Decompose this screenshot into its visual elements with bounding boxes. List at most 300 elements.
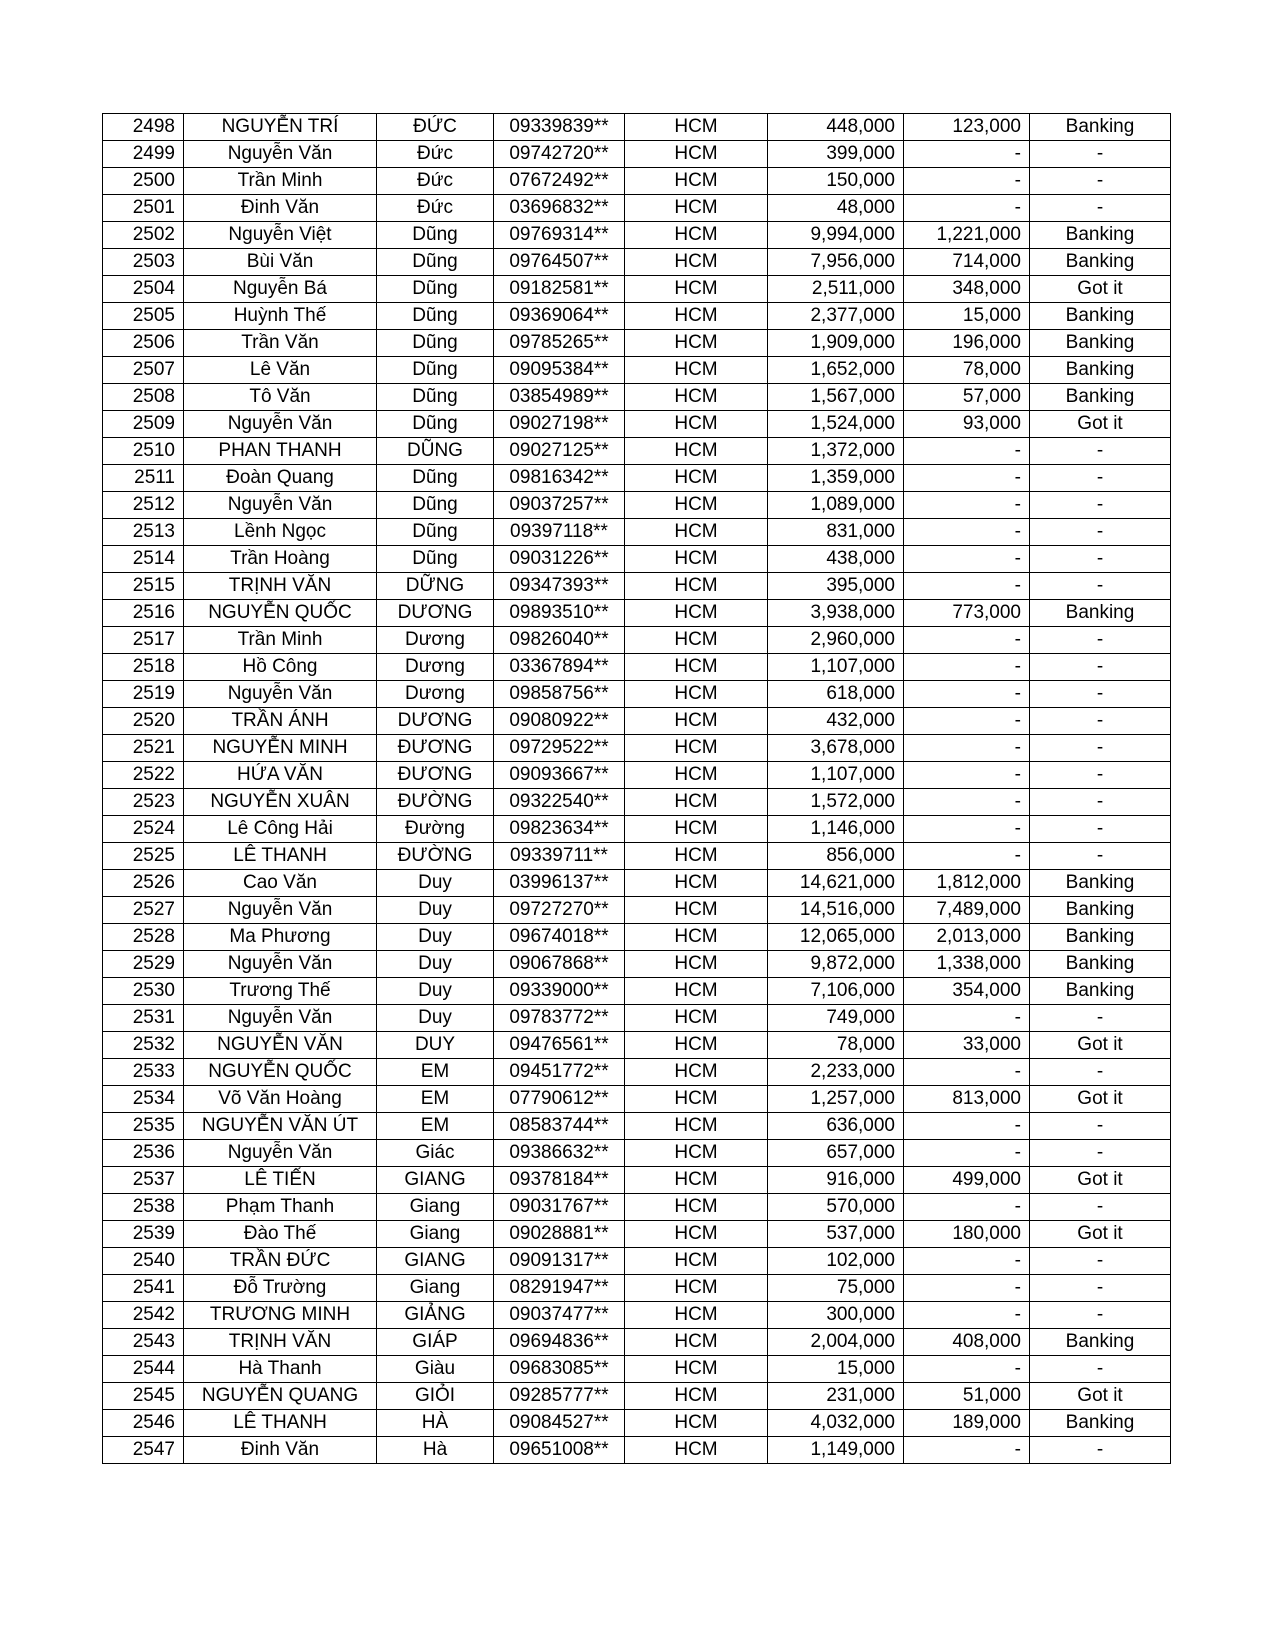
payment-status-cell: -	[1030, 627, 1171, 654]
phone-cell: 09785265**	[494, 330, 625, 357]
payment-status-cell: Got it	[1030, 276, 1171, 303]
row-number-cell: 2518	[103, 654, 184, 681]
row-number-cell: 2547	[103, 1437, 184, 1464]
amount-cell: 2,960,000	[768, 627, 904, 654]
first-name-cell: DỮNG	[377, 573, 494, 600]
city-cell: HCM	[625, 762, 768, 789]
phone-cell: 09031226**	[494, 546, 625, 573]
phone-cell: 03996137**	[494, 870, 625, 897]
amount-cell: 1,572,000	[768, 789, 904, 816]
row-number-cell: 2533	[103, 1059, 184, 1086]
first-name-cell: GIANG	[377, 1167, 494, 1194]
table-row	[103, 1113, 1171, 1140]
phone-cell: 09080922**	[494, 708, 625, 735]
bonus-cell: -	[904, 762, 1030, 789]
amount-cell: 570,000	[768, 1194, 904, 1221]
last-name-cell: Nguyễn Văn	[184, 897, 377, 924]
last-name-cell: PHAN THANH	[184, 438, 377, 465]
first-name-cell: Duy	[377, 897, 494, 924]
city-cell: HCM	[625, 1059, 768, 1086]
phone-cell: 09027198**	[494, 411, 625, 438]
phone-cell: 09893510**	[494, 600, 625, 627]
phone-cell: 07790612**	[494, 1086, 625, 1113]
row-number-cell: 2532	[103, 1032, 184, 1059]
phone-cell: 09084527**	[494, 1410, 625, 1437]
first-name-cell: EM	[377, 1113, 494, 1140]
table-row	[103, 357, 1171, 384]
first-name-cell: DUY	[377, 1032, 494, 1059]
city-cell: HCM	[625, 627, 768, 654]
bonus-cell: 78,000	[904, 357, 1030, 384]
table-row	[103, 384, 1171, 411]
amount-cell: 1,257,000	[768, 1086, 904, 1113]
phone-cell: 07672492**	[494, 168, 625, 195]
first-name-cell: HÀ	[377, 1410, 494, 1437]
row-number-cell: 2521	[103, 735, 184, 762]
payment-status-cell: -	[1030, 546, 1171, 573]
first-name-cell: ĐƯỜNG	[377, 789, 494, 816]
phone-cell: 09451772**	[494, 1059, 625, 1086]
phone-cell: 09674018**	[494, 924, 625, 951]
amount-cell: 1,359,000	[768, 465, 904, 492]
phone-cell: 09378184**	[494, 1167, 625, 1194]
bonus-cell: 1,338,000	[904, 951, 1030, 978]
row-number-cell: 2502	[103, 222, 184, 249]
city-cell: HCM	[625, 735, 768, 762]
table-row	[103, 465, 1171, 492]
phone-cell: 09816342**	[494, 465, 625, 492]
phone-cell: 09339839**	[494, 114, 625, 141]
city-cell: HCM	[625, 1194, 768, 1221]
bonus-cell: -	[904, 1059, 1030, 1086]
table-row	[103, 1437, 1171, 1464]
bonus-cell: 93,000	[904, 411, 1030, 438]
amount-cell: 2,377,000	[768, 303, 904, 330]
payment-status-cell: -	[1030, 816, 1171, 843]
row-number-cell: 2501	[103, 195, 184, 222]
amount-cell: 2,233,000	[768, 1059, 904, 1086]
amount-cell: 448,000	[768, 114, 904, 141]
table-row	[103, 1329, 1171, 1356]
last-name-cell: Nguyễn Văn	[184, 492, 377, 519]
city-cell: HCM	[625, 654, 768, 681]
payment-status-cell: -	[1030, 573, 1171, 600]
bonus-cell: 1,221,000	[904, 222, 1030, 249]
phone-cell: 09397118**	[494, 519, 625, 546]
payment-status-cell: Got it	[1030, 411, 1171, 438]
last-name-cell: Nguyễn Văn	[184, 1005, 377, 1032]
bonus-cell: 196,000	[904, 330, 1030, 357]
table-row	[103, 870, 1171, 897]
row-number-cell: 2510	[103, 438, 184, 465]
bonus-cell: 180,000	[904, 1221, 1030, 1248]
table-row	[103, 1410, 1171, 1437]
row-number-cell: 2519	[103, 681, 184, 708]
row-number-cell: 2537	[103, 1167, 184, 1194]
first-name-cell: Dương	[377, 654, 494, 681]
payment-status-cell: Banking	[1030, 114, 1171, 141]
first-name-cell: Đức	[377, 195, 494, 222]
table-row	[103, 1167, 1171, 1194]
bonus-cell: -	[904, 519, 1030, 546]
payment-status-cell: -	[1030, 735, 1171, 762]
payment-status-cell: Banking	[1030, 600, 1171, 627]
first-name-cell: Dũng	[377, 411, 494, 438]
city-cell: HCM	[625, 546, 768, 573]
first-name-cell: GIỎI	[377, 1383, 494, 1410]
row-number-cell: 2538	[103, 1194, 184, 1221]
amount-cell: 231,000	[768, 1383, 904, 1410]
last-name-cell: Trần Hoàng	[184, 546, 377, 573]
phone-cell: 09339000**	[494, 978, 625, 1005]
bonus-cell: -	[904, 1275, 1030, 1302]
last-name-cell: Nguyễn Văn	[184, 681, 377, 708]
row-number-cell: 2514	[103, 546, 184, 573]
phone-cell: 09769314**	[494, 222, 625, 249]
row-number-cell: 2504	[103, 276, 184, 303]
last-name-cell: NGUYỄN TRÍ	[184, 114, 377, 141]
bonus-cell: -	[904, 843, 1030, 870]
first-name-cell: Dũng	[377, 303, 494, 330]
amount-cell: 102,000	[768, 1248, 904, 1275]
phone-cell: 08583744**	[494, 1113, 625, 1140]
last-name-cell: Huỳnh Thế	[184, 303, 377, 330]
phone-cell: 09386632**	[494, 1140, 625, 1167]
last-name-cell: LÊ THANH	[184, 843, 377, 870]
amount-cell: 636,000	[768, 1113, 904, 1140]
last-name-cell: Võ Văn Hoàng	[184, 1086, 377, 1113]
amount-cell: 856,000	[768, 843, 904, 870]
city-cell: HCM	[625, 924, 768, 951]
city-cell: HCM	[625, 897, 768, 924]
amount-cell: 3,938,000	[768, 600, 904, 627]
bonus-cell: 189,000	[904, 1410, 1030, 1437]
table-body	[103, 114, 1171, 1464]
bonus-cell: 51,000	[904, 1383, 1030, 1410]
phone-cell: 09783772**	[494, 1005, 625, 1032]
first-name-cell: Duy	[377, 978, 494, 1005]
table-row	[103, 1194, 1171, 1221]
last-name-cell: Hồ Công	[184, 654, 377, 681]
first-name-cell: Dũng	[377, 276, 494, 303]
phone-cell: 09182581**	[494, 276, 625, 303]
bonus-cell: -	[904, 1194, 1030, 1221]
last-name-cell: TRẦN ĐỨC	[184, 1248, 377, 1275]
table-row	[103, 438, 1171, 465]
last-name-cell: Lê Công Hải	[184, 816, 377, 843]
amount-cell: 749,000	[768, 1005, 904, 1032]
last-name-cell: Đoàn Quang	[184, 465, 377, 492]
first-name-cell: Dũng	[377, 465, 494, 492]
bonus-cell: 354,000	[904, 978, 1030, 1005]
amount-cell: 1,149,000	[768, 1437, 904, 1464]
phone-cell: 09826040**	[494, 627, 625, 654]
payment-status-cell: Banking	[1030, 897, 1171, 924]
table-row	[103, 1275, 1171, 1302]
bonus-cell: -	[904, 1302, 1030, 1329]
first-name-cell: ĐƯỜNG	[377, 843, 494, 870]
city-cell: HCM	[625, 573, 768, 600]
last-name-cell: Trần Văn	[184, 330, 377, 357]
bonus-cell: -	[904, 1248, 1030, 1275]
city-cell: HCM	[625, 519, 768, 546]
first-name-cell: EM	[377, 1059, 494, 1086]
payment-status-cell: Banking	[1030, 222, 1171, 249]
payment-status-cell: Banking	[1030, 357, 1171, 384]
phone-cell: 09067868**	[494, 951, 625, 978]
first-name-cell: GIANG	[377, 1248, 494, 1275]
payment-status-cell: -	[1030, 708, 1171, 735]
table-row	[103, 168, 1171, 195]
row-number-cell: 2525	[103, 843, 184, 870]
row-number-cell: 2528	[103, 924, 184, 951]
amount-cell: 2,511,000	[768, 276, 904, 303]
phone-cell: 09476561**	[494, 1032, 625, 1059]
row-number-cell: 2513	[103, 519, 184, 546]
first-name-cell: DŨNG	[377, 438, 494, 465]
city-cell: HCM	[625, 1248, 768, 1275]
amount-cell: 12,065,000	[768, 924, 904, 951]
table-row	[103, 195, 1171, 222]
last-name-cell: Đào Thế	[184, 1221, 377, 1248]
table-row	[103, 708, 1171, 735]
payment-status-cell: Got it	[1030, 1167, 1171, 1194]
last-name-cell: Trần Minh	[184, 627, 377, 654]
city-cell: HCM	[625, 114, 768, 141]
first-name-cell: Dũng	[377, 546, 494, 573]
phone-cell: 09694836**	[494, 1329, 625, 1356]
city-cell: HCM	[625, 1383, 768, 1410]
first-name-cell: GIÁP	[377, 1329, 494, 1356]
table-row	[103, 762, 1171, 789]
payment-status-cell: -	[1030, 1140, 1171, 1167]
city-cell: HCM	[625, 1086, 768, 1113]
amount-cell: 48,000	[768, 195, 904, 222]
first-name-cell: Dũng	[377, 249, 494, 276]
row-number-cell: 2536	[103, 1140, 184, 1167]
table-row	[103, 1086, 1171, 1113]
bonus-cell: -	[904, 168, 1030, 195]
amount-cell: 9,872,000	[768, 951, 904, 978]
first-name-cell: ĐƯƠNG	[377, 735, 494, 762]
amount-cell: 1,146,000	[768, 816, 904, 843]
last-name-cell: Nguyễn Văn	[184, 1140, 377, 1167]
first-name-cell: Duy	[377, 1005, 494, 1032]
amount-cell: 9,994,000	[768, 222, 904, 249]
phone-cell: 09037257**	[494, 492, 625, 519]
city-cell: HCM	[625, 870, 768, 897]
last-name-cell: TRỊNH VĂN	[184, 573, 377, 600]
bonus-cell: -	[904, 546, 1030, 573]
bonus-cell: -	[904, 1113, 1030, 1140]
last-name-cell: HỨA VĂN	[184, 762, 377, 789]
amount-cell: 395,000	[768, 573, 904, 600]
row-number-cell: 2531	[103, 1005, 184, 1032]
payment-status-cell: -	[1030, 1302, 1171, 1329]
city-cell: HCM	[625, 465, 768, 492]
first-name-cell: Dũng	[377, 492, 494, 519]
payment-status-cell: -	[1030, 1113, 1171, 1140]
amount-cell: 300,000	[768, 1302, 904, 1329]
table-row	[103, 789, 1171, 816]
row-number-cell: 2534	[103, 1086, 184, 1113]
last-name-cell: Nguyễn Bá	[184, 276, 377, 303]
payment-status-cell: -	[1030, 1248, 1171, 1275]
phone-cell: 09285777**	[494, 1383, 625, 1410]
row-number-cell: 2524	[103, 816, 184, 843]
city-cell: HCM	[625, 195, 768, 222]
payment-status-cell: -	[1030, 843, 1171, 870]
row-number-cell: 2542	[103, 1302, 184, 1329]
amount-cell: 2,004,000	[768, 1329, 904, 1356]
city-cell: HCM	[625, 222, 768, 249]
amount-cell: 399,000	[768, 141, 904, 168]
payment-status-cell: -	[1030, 1005, 1171, 1032]
last-name-cell: LÊ THANH	[184, 1410, 377, 1437]
city-cell: HCM	[625, 816, 768, 843]
amount-cell: 7,106,000	[768, 978, 904, 1005]
city-cell: HCM	[625, 1221, 768, 1248]
amount-cell: 1,524,000	[768, 411, 904, 438]
city-cell: HCM	[625, 978, 768, 1005]
city-cell: HCM	[625, 330, 768, 357]
table-row	[103, 681, 1171, 708]
phone-cell: 09028881**	[494, 1221, 625, 1248]
first-name-cell: Dũng	[377, 330, 494, 357]
payment-status-cell: Banking	[1030, 249, 1171, 276]
phone-cell: 09683085**	[494, 1356, 625, 1383]
phone-cell: 09037477**	[494, 1302, 625, 1329]
city-cell: HCM	[625, 411, 768, 438]
amount-cell: 438,000	[768, 546, 904, 573]
first-name-cell: Giàu	[377, 1356, 494, 1383]
table-row	[103, 1140, 1171, 1167]
phone-cell: 03696832**	[494, 195, 625, 222]
bonus-cell: -	[904, 735, 1030, 762]
bonus-cell: -	[904, 141, 1030, 168]
row-number-cell: 2535	[103, 1113, 184, 1140]
payment-status-cell: -	[1030, 654, 1171, 681]
table-row	[103, 654, 1171, 681]
row-number-cell: 2511	[103, 465, 184, 492]
last-name-cell: Lềnh Ngọc	[184, 519, 377, 546]
phone-cell: 09027125**	[494, 438, 625, 465]
payment-status-cell: -	[1030, 1275, 1171, 1302]
last-name-cell: Phạm Thanh	[184, 1194, 377, 1221]
city-cell: HCM	[625, 357, 768, 384]
phone-cell: 09347393**	[494, 573, 625, 600]
phone-cell: 09727270**	[494, 897, 625, 924]
last-name-cell: Ma Phương	[184, 924, 377, 951]
payment-status-cell: -	[1030, 168, 1171, 195]
row-number-cell: 2543	[103, 1329, 184, 1356]
table-row	[103, 897, 1171, 924]
amount-cell: 1,652,000	[768, 357, 904, 384]
table-row	[103, 1059, 1171, 1086]
bonus-cell: -	[904, 492, 1030, 519]
amount-cell: 3,678,000	[768, 735, 904, 762]
amount-cell: 1,107,000	[768, 762, 904, 789]
payment-status-cell: Banking	[1030, 1410, 1171, 1437]
amount-cell: 618,000	[768, 681, 904, 708]
last-name-cell: Đinh Văn	[184, 1437, 377, 1464]
payment-status-cell: Banking	[1030, 1329, 1171, 1356]
table-row	[103, 1248, 1171, 1275]
city-cell: HCM	[625, 168, 768, 195]
payment-status-cell: Banking	[1030, 330, 1171, 357]
city-cell: HCM	[625, 276, 768, 303]
city-cell: HCM	[625, 708, 768, 735]
table-row	[103, 411, 1171, 438]
row-number-cell: 2512	[103, 492, 184, 519]
amount-cell: 150,000	[768, 168, 904, 195]
payment-status-cell: Got it	[1030, 1086, 1171, 1113]
row-number-cell: 2546	[103, 1410, 184, 1437]
phone-cell: 09651008**	[494, 1437, 625, 1464]
amount-cell: 4,032,000	[768, 1410, 904, 1437]
payment-status-cell: -	[1030, 438, 1171, 465]
city-cell: HCM	[625, 438, 768, 465]
city-cell: HCM	[625, 600, 768, 627]
last-name-cell: Trương Thế	[184, 978, 377, 1005]
amount-cell: 657,000	[768, 1140, 904, 1167]
phone-cell: 09823634**	[494, 816, 625, 843]
first-name-cell: Đức	[377, 141, 494, 168]
payment-status-cell: Got it	[1030, 1032, 1171, 1059]
city-cell: HCM	[625, 141, 768, 168]
row-number-cell: 2506	[103, 330, 184, 357]
first-name-cell: Dũng	[377, 222, 494, 249]
table-row	[103, 627, 1171, 654]
table-row	[103, 114, 1171, 141]
city-cell: HCM	[625, 1410, 768, 1437]
amount-cell: 432,000	[768, 708, 904, 735]
table-row	[103, 303, 1171, 330]
amount-cell: 7,956,000	[768, 249, 904, 276]
city-cell: HCM	[625, 951, 768, 978]
amount-cell: 1,107,000	[768, 654, 904, 681]
row-number-cell: 2517	[103, 627, 184, 654]
amount-cell: 1,567,000	[768, 384, 904, 411]
amount-cell: 14,516,000	[768, 897, 904, 924]
table-row	[103, 951, 1171, 978]
bonus-cell: -	[904, 654, 1030, 681]
city-cell: HCM	[625, 681, 768, 708]
amount-cell: 1,909,000	[768, 330, 904, 357]
payment-status-cell: -	[1030, 762, 1171, 789]
first-name-cell: Đức	[377, 168, 494, 195]
bonus-cell: -	[904, 438, 1030, 465]
bonus-cell: 714,000	[904, 249, 1030, 276]
last-name-cell: Cao Văn	[184, 870, 377, 897]
first-name-cell: Duy	[377, 924, 494, 951]
table-row	[103, 978, 1171, 1005]
row-number-cell: 2529	[103, 951, 184, 978]
city-cell: HCM	[625, 303, 768, 330]
table-row	[103, 735, 1171, 762]
city-cell: HCM	[625, 1167, 768, 1194]
row-number-cell: 2540	[103, 1248, 184, 1275]
phone-cell: 09095384**	[494, 357, 625, 384]
first-name-cell: Dũng	[377, 384, 494, 411]
bonus-cell: -	[904, 465, 1030, 492]
first-name-cell: Đường	[377, 816, 494, 843]
payment-status-cell: Got it	[1030, 1221, 1171, 1248]
last-name-cell: NGUYỄN MINH	[184, 735, 377, 762]
first-name-cell: Duy	[377, 870, 494, 897]
city-cell: HCM	[625, 1302, 768, 1329]
bonus-cell: -	[904, 708, 1030, 735]
